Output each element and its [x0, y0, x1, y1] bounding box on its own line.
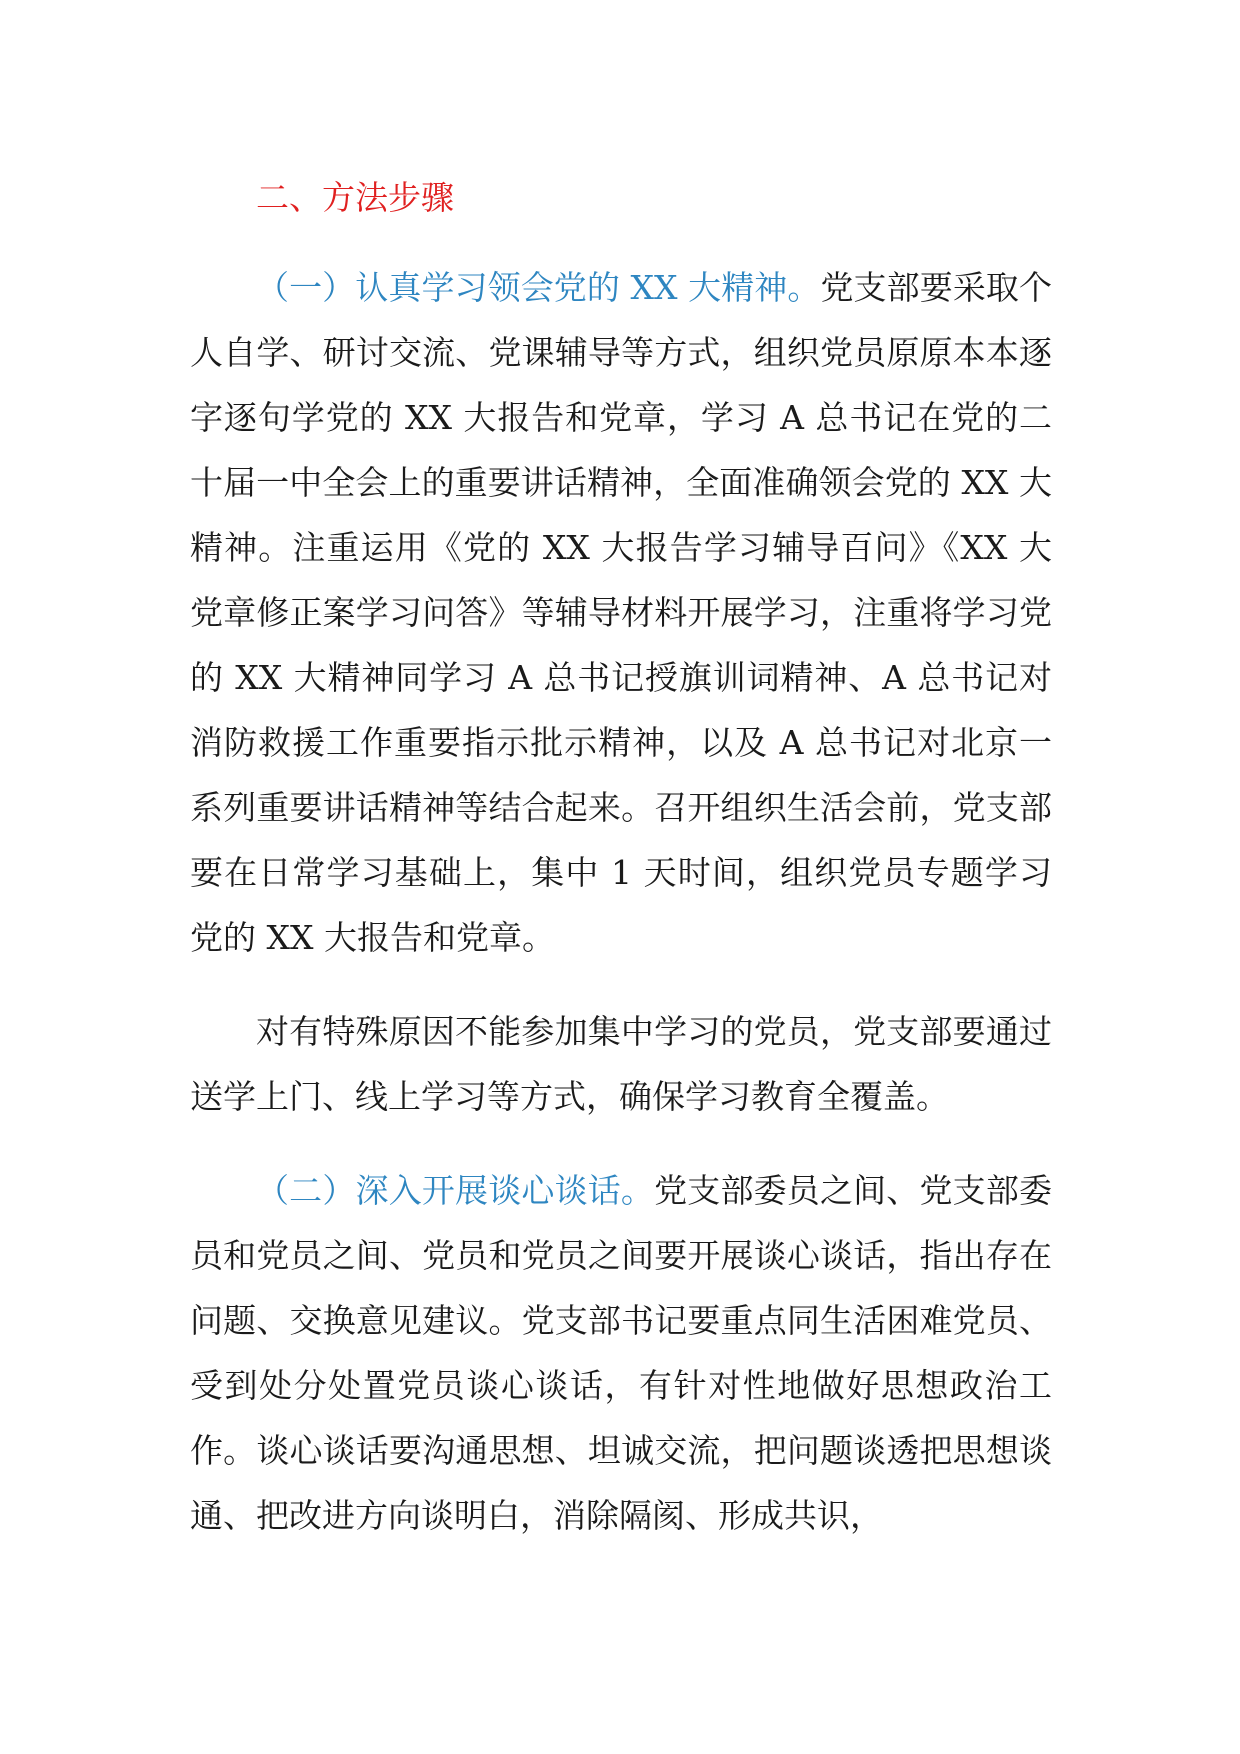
paragraph-talks-lead: （二）深入开展谈心谈话。 — [256, 1171, 655, 1210]
paragraph-talks — [190, 1158, 1052, 1548]
section-heading: 二、方法步骤 — [256, 178, 454, 217]
paragraph-coverage-body: 对有特殊原因不能参加集中学习的党员，党支部要通过送学上门、线上学习等方式，确保学习教育全覆盖。 — [190, 1012, 1052, 1116]
paragraph-study-body: 党支部要采取个人自学、研讨交流、党课辅导等方式，组织党员原原本本逐字逐句学党的 XX 大报告和党章，学习 A 总书记在党的二十届一中全会上的重要讲话精神，全面准确领会党的 XX 大精神。注重运用《党的 XX 大报告学习辅导百问》《XX 大党章修正案学习问答》等辅导材料开展学习，注重将学习党的 XX 大精神同学习 A 总书记授旗训词精神、A 总书记对消防救援工作重要指示批示精神，以及 A 总书记对北京一系列重要讲话精神等结合起来。召开组织生活会前，党支部要在日常学习基础上，集中 1 天时间，组织党员专题学习党的 XX 大报告和党章。 — [190, 268, 1052, 957]
paragraph-study — [190, 255, 1052, 970]
document-body — [190, 170, 1052, 1577]
paragraph-coverage — [190, 999, 1052, 1129]
paragraph-study-lead: （一）认真学习领会党的 XX 大精神。 — [256, 268, 821, 307]
paragraph-talks-body: 党支部委员之间、党支部委员和党员之间、党员和党员之间要开展谈心谈话，指出存在问题、交换意见建议。党支部书记要重点同生活困难党员、受到处分处置党员谈心谈话，有针对性地做好思想政治工作。谈心谈话要沟通思想、坦诚交流，把问题谈透把思想谈通、把改进方向谈明白，消除隔阂、形成共识， — [190, 1171, 1053, 1535]
